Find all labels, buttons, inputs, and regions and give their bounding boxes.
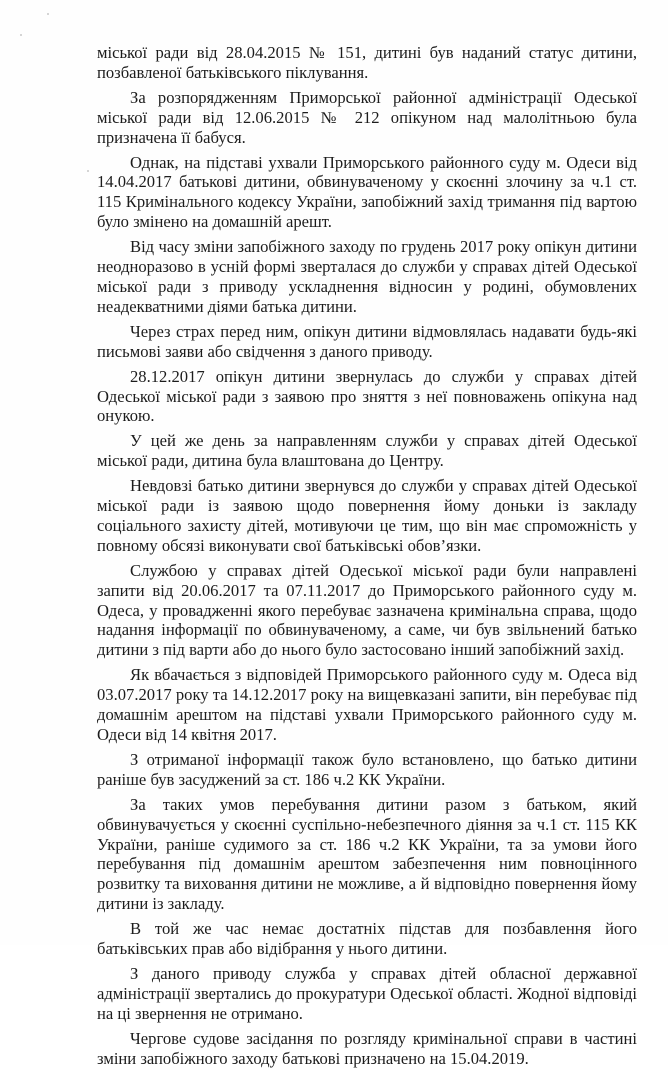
scan-speck xyxy=(47,13,49,15)
paragraph-15: Чергове судове засідання по розгляду кримінальної справи в частині зміни запобіжного заходу батькові призначено на 15.04.2019. xyxy=(97,1028,637,1068)
paragraph-6: 28.12.2017 опікун дитини звернулась до служби у справах дітей Одеської міської ради з заявою про зняття з неї повноважень опікуна над онукою. xyxy=(97,366,637,426)
paragraph-8: Невдовзі батько дитини звернувся до служби у справах дітей Одеської міської ради із заявою щодо повернення йому доньки із закладу соціального захисту дітей, мотивуючи це тим, що він має спроможність у повному обсязі виконувати свої батьківські обов’язки. xyxy=(97,476,637,555)
paragraph-9: Службою у справах дітей Одеської міської ради були направлені запити від 20.06.2017 та 07.11.2017 до Приморського районного суду м. Одеса, у провадженні якого перебуває зазначена кримінальна справа, щодо надання інформації по обвинуваченому, а саме, чи був звільнений батько дитини з під варти або до нього було застосовано інший запобіжний захід. xyxy=(97,560,637,660)
paragraph-12: За таких умов перебування дитини разом з батьком, який обвинувачується у скоєнні суспільно-небезпечного діяння за ч.1 ст. 115 КК України, раніше судимого за ст. 186 ч.2 КК України, та за умови його перебування під домашнім арештом забезпечення ним повноцінного розвитку та виховання дитини не можливе, а й відповідно повернення йому дитини із закладу. xyxy=(97,794,637,914)
paragraph-11: З отриманої інформації також було встановлено, що батько дитини раніше був засуджений за ст. 186 ч.2 КК України. xyxy=(97,749,637,789)
scan-speck xyxy=(87,170,89,172)
paragraph-1: міської ради від 28.04.2015 № 151, дитині був наданий статус дитини, позбавленої батьківського піклування. xyxy=(97,43,637,82)
paragraph-7: У цей же день за направленням служби у справах дітей Одеської міської ради, дитина була влаштована до Центру. xyxy=(97,431,637,471)
paragraph-5: Через страх перед ним, опікун дитини відмовлялась надавати будь-які письмові заяви або свідчення з даного приводу. xyxy=(97,321,637,361)
paragraph-14: З даного приводу служба у справах дітей обласної державної адміністрації звертались до прокуратури Одеської області. Жодної відповіді на ці звернення не отримано. xyxy=(97,963,637,1023)
paragraph-13: В той же час немає достатніх підстав для позбавлення його батьківських прав або відібрання у нього дитини. xyxy=(97,919,637,959)
paragraph-3: Однак, на підставі ухвали Приморського районного суду м. Одеси від 14.04.2017 батькові дитини, обвинуваченому у скоєнні злочину за ч.1 ст. 115 Кримінального кодексу України, запобіжний захід тримання під вартою було змінено на домашній арешт. xyxy=(97,152,637,232)
paragraph-10: Як вбачається з відповідей Приморського районного суду м. Одеса від 03.07.2017 року та 14.12.2017 року на вищевказані запити, він перебуває під домашнім арештом на підставі ухвали Приморського районного суду м. Одеси від 14 квітня 2017. xyxy=(97,665,637,744)
scan-speck xyxy=(20,34,22,36)
document-body xyxy=(97,43,637,1074)
paragraph-2: За розпорядженням Приморської районної адміністрації Одеської міської ради від 12.06.2015 № 212 опікуном над малолітньою була призначена її бабуся. xyxy=(97,87,637,147)
paragraph-4: Від часу зміни запобіжного заходу по грудень 2017 року опікун дитини неодноразово в усній формі зверталася до служби у справах дітей Одеської міської ради з приводу ускладнення відносин у родині, обумовлених неадекватними діями батька дитини. xyxy=(97,237,637,316)
